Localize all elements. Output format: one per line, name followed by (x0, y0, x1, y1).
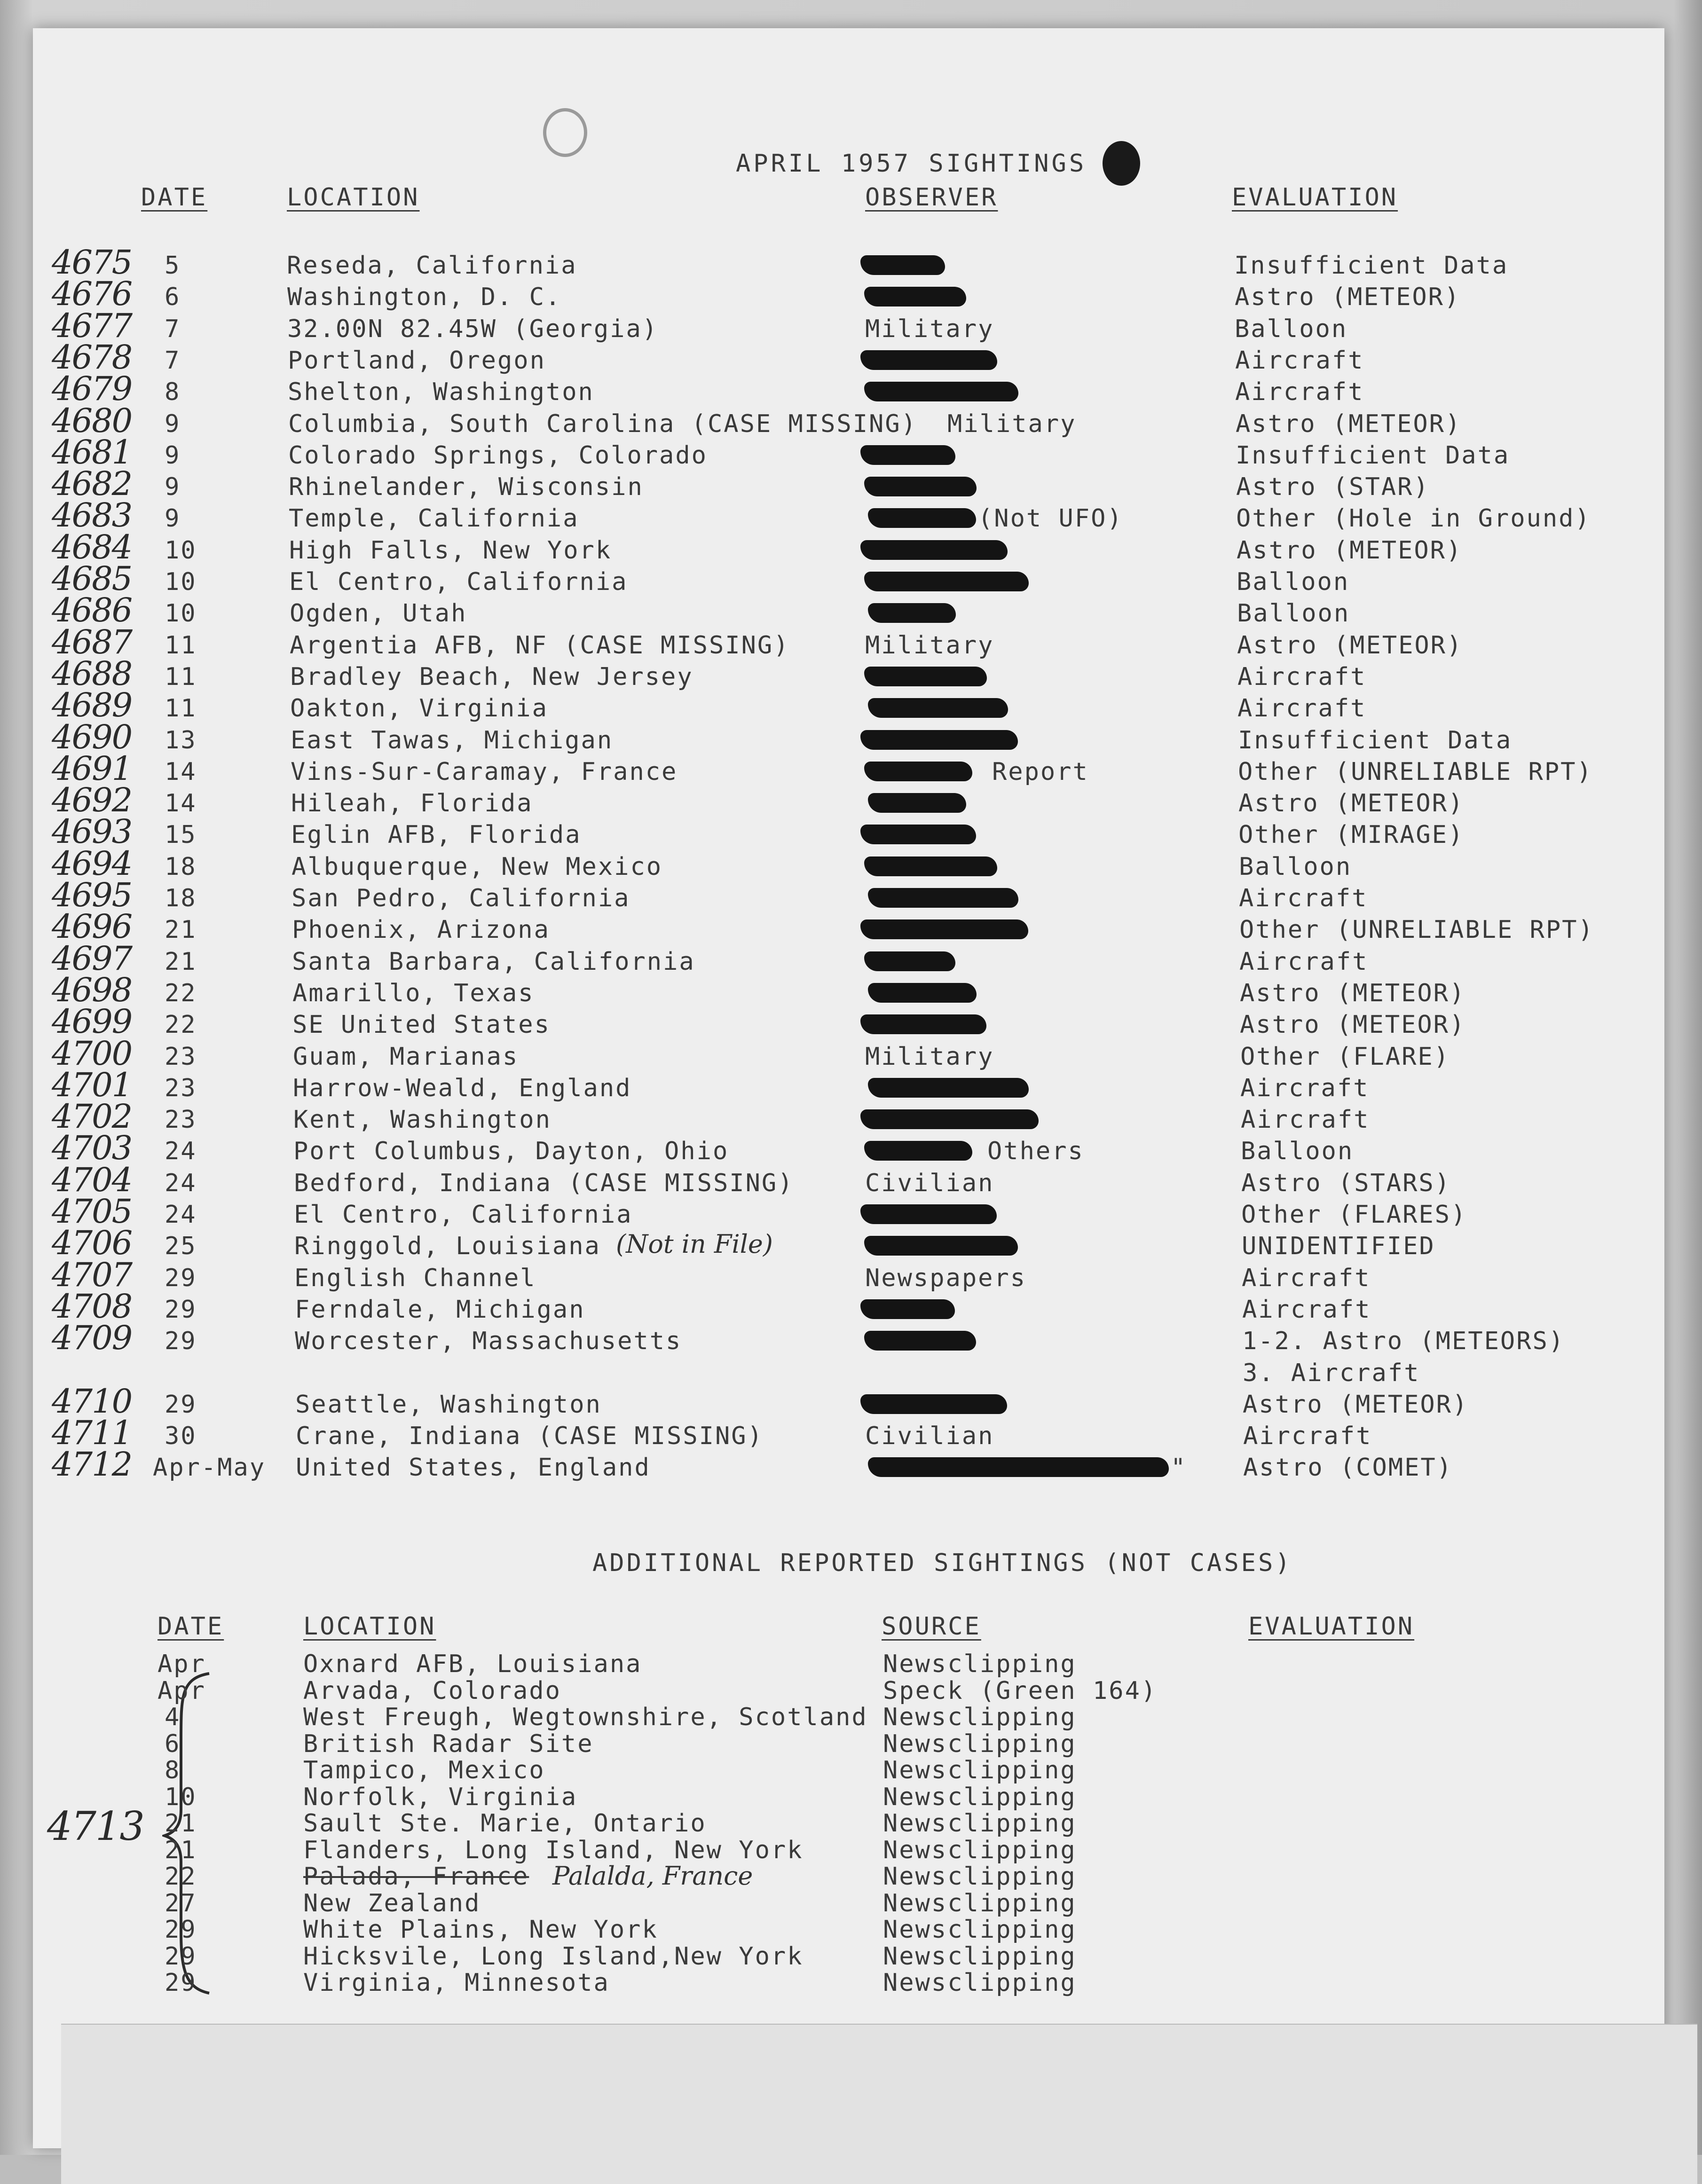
case-number: 4679 (52, 369, 132, 409)
case-number: 4688 (52, 654, 132, 693)
row-evaluation: Astro (STARS) (1241, 1169, 1451, 1197)
row-evaluation: Other (UNRELIABLE RPT) (1239, 916, 1594, 944)
redaction-bar (868, 603, 956, 623)
case-number: 4702 (52, 1097, 132, 1136)
row-location: Reseda, California (287, 251, 577, 280)
row-date: 18 (165, 852, 197, 881)
row-location: Columbia, South Carolina (CASE MISSING) (288, 409, 917, 438)
header-evaluation: EVALUATION (1232, 183, 1398, 212)
additional-date: 10 (165, 1783, 197, 1811)
row-observer: Others (987, 1137, 1084, 1166)
case-number: 4691 (52, 749, 132, 788)
redaction-bar (860, 825, 976, 844)
row-location: Santa Barbara, California (292, 947, 695, 976)
redaction-bar (860, 1204, 997, 1224)
row-date: 25 (165, 1232, 197, 1261)
additional-location: British Radar Site (303, 1729, 594, 1758)
row-date: 29 (165, 1295, 197, 1324)
redaction-bar (864, 572, 1029, 591)
row-location: El Centro, California (289, 568, 628, 596)
row-location: English Channel (294, 1264, 536, 1292)
row-date: 9 (165, 504, 181, 533)
case-number: 4685 (52, 559, 132, 598)
row-date: 7 (165, 314, 181, 343)
case-number: 4684 (52, 527, 132, 566)
additional-location: Virginia, Minnesota (303, 1969, 610, 1997)
row-evaluation: Astro (COMET) (1243, 1453, 1453, 1482)
row-date: Apr-May (153, 1453, 266, 1482)
row-location: Albuquerque, New Mexico (292, 852, 663, 881)
row-evaluation: Astro (STAR) (1236, 473, 1430, 502)
redaction-bar (864, 1236, 1018, 1256)
additional-source: Newsclipping (883, 1836, 1077, 1864)
redaction-bar (860, 919, 1028, 939)
case-number: 4697 (52, 939, 132, 978)
redaction-bar (868, 698, 1008, 718)
additional-header-evaluation: EVALUATION (1248, 1612, 1415, 1641)
row-location: Kent, Washington (293, 1106, 552, 1134)
case-number: 4696 (52, 907, 132, 946)
document-page (33, 28, 1664, 2148)
row-evaluation: Astro (METEOR) (1240, 979, 1466, 1007)
row-location: Oakton, Virginia (290, 694, 548, 723)
case-number: 4689 (52, 686, 132, 725)
row-evaluation: Other (FLARES) (1241, 1201, 1467, 1229)
row-date: 23 (165, 1042, 197, 1071)
row-observer: Civilian (865, 1169, 994, 1197)
additional-date: 4 (165, 1703, 181, 1731)
row-location: Bedford, Indiana (CASE MISSING) (294, 1169, 794, 1197)
row-date: 8 (165, 378, 181, 407)
additional-header-date: DATE (158, 1612, 224, 1641)
redaction-bar (864, 951, 955, 971)
header-observer: OBSERVER (865, 183, 998, 212)
row-date: 29 (165, 1264, 197, 1292)
row-date: 18 (165, 884, 197, 912)
row-date: 13 (165, 726, 197, 754)
additional-date: 29 (165, 1916, 197, 1944)
row-date: 14 (165, 757, 197, 786)
case-number: 4694 (52, 844, 132, 883)
header-location: LOCATION (287, 183, 420, 212)
row-evaluation: Aircraft (1242, 1295, 1371, 1324)
row-location: 32.00N 82.45W (Georgia) (287, 314, 659, 343)
row-evaluation: Insufficient Data (1236, 441, 1510, 470)
additional-source: Newsclipping (883, 1889, 1077, 1917)
redaction-bar (868, 508, 976, 528)
additional-date: 6 (165, 1729, 181, 1758)
row-location: Rhinelander, Wisconsin (289, 473, 644, 502)
row-date: 22 (165, 1011, 197, 1039)
case-number: 4701 (52, 1065, 132, 1104)
row-evaluation: Aircraft (1237, 694, 1367, 723)
additional-source: Newsclipping (883, 1942, 1077, 1971)
additional-location: West Freugh, Wegtownshire, Scotland (303, 1703, 868, 1731)
row-evaluation: Astro (METEOR) (1238, 789, 1465, 818)
row-location: Ferndale, Michigan (295, 1295, 585, 1324)
row-location: Portland, Oregon (288, 346, 546, 375)
row-location: Bradley Beach, New Jersey (290, 662, 693, 691)
row-date: 30 (165, 1422, 197, 1451)
row-location: El Centro, California (294, 1201, 633, 1229)
row-observer: " (1171, 1453, 1187, 1482)
redaction-bar (860, 350, 997, 370)
row-evaluation: Other (MIRAGE) (1238, 821, 1465, 849)
row-location: Colorado Springs, Colorado (288, 441, 708, 470)
additional-location: Sault Ste. Marie, Ontario (303, 1809, 707, 1838)
row-evaluation: Aircraft (1239, 947, 1369, 976)
row-evaluation: 1-2. Astro (METEORS) (1242, 1327, 1565, 1356)
additional-source: Speck (Green 164) (883, 1676, 1158, 1705)
additional-case-number: 4713 (47, 1803, 144, 1849)
row-observer: Military (865, 1042, 994, 1071)
row-date: 7 (165, 346, 181, 375)
row-date: 22 (165, 979, 197, 1007)
row-evaluation: Insufficient Data (1234, 251, 1509, 280)
redaction-bar (868, 983, 977, 1003)
additional-header-location: LOCATION (303, 1612, 436, 1641)
row-evaluation: Other (FLARE) (1240, 1042, 1450, 1071)
row-evaluation: Aircraft (1243, 1422, 1372, 1451)
row-date: 21 (165, 947, 197, 976)
row-date: 6 (165, 283, 181, 312)
case-number: 4704 (52, 1160, 132, 1199)
redaction-bar (860, 730, 1018, 750)
row-date: 24 (165, 1137, 197, 1166)
additional-source: Newsclipping (883, 1809, 1077, 1838)
additional-location: Oxnard AFB, Louisiana (303, 1650, 642, 1678)
page-edge (61, 2024, 1697, 2184)
redaction-bar (864, 477, 977, 496)
redaction-bar (864, 1331, 976, 1351)
row-evaluation: Aircraft (1239, 884, 1368, 912)
row-observer: Military (865, 314, 994, 343)
row-evaluation: Insufficient Data (1238, 726, 1513, 754)
row-observer: Newspapers (865, 1264, 1027, 1292)
row-observer: Military (865, 631, 994, 660)
row-location: Ringgold, Louisiana (294, 1232, 601, 1261)
redaction-bar (860, 1299, 955, 1319)
additional-date: 21 (165, 1836, 197, 1864)
row-observer: (Not UFO) (978, 504, 1123, 533)
case-number: 4708 (52, 1287, 132, 1326)
header-date: DATE (141, 183, 208, 212)
case-number: 4705 (52, 1192, 132, 1231)
case-number: 4695 (52, 876, 132, 914)
row-location: Eglin AFB, Florida (291, 821, 582, 849)
row-location: Harrow-Weald, England (293, 1074, 632, 1102)
row-date: 24 (165, 1201, 197, 1229)
punch-hole-icon (1103, 141, 1140, 186)
additional-date: 8 (165, 1756, 181, 1784)
row-date: 14 (165, 789, 197, 818)
additional-date: 27 (165, 1889, 197, 1917)
row-evaluation: Balloon (1235, 314, 1348, 343)
row-date: 11 (165, 662, 197, 691)
binder-hole-icon (543, 108, 587, 157)
row-date: 23 (165, 1106, 197, 1134)
redaction-bar (860, 255, 945, 275)
case-number: 4683 (52, 496, 132, 535)
additional-date: 29 (165, 1942, 197, 1971)
additional-location: New Zealand (303, 1889, 481, 1917)
row-location: Shelton, Washington (288, 378, 594, 407)
row-evaluation: Astro (METEOR) (1240, 1011, 1466, 1039)
case-number: 4681 (52, 432, 132, 471)
row-evaluation: Other (Hole in Ground) (1236, 504, 1591, 533)
additional-location: Palada, France (303, 1862, 529, 1891)
row-location: East Tawas, Michigan (291, 726, 614, 754)
redaction-bar (864, 762, 972, 781)
row-evaluation: Balloon (1241, 1137, 1354, 1166)
row-location: Crane, Indiana (CASE MISSING) (296, 1422, 764, 1451)
case-number: 4693 (52, 812, 132, 851)
row-location: Vins-Sur-Caramay, France (291, 757, 678, 786)
row-date: 9 (165, 473, 181, 502)
additional-source: Newsclipping (883, 1969, 1077, 1997)
row-evaluation: Astro (METEOR) (1235, 283, 1461, 312)
additional-title: ADDITIONAL REPORTED SIGHTINGS (NOT CASES) (592, 1549, 1292, 1577)
row-evaluation: Balloon (1237, 599, 1350, 628)
redaction-bar (868, 1457, 1169, 1477)
row-location: Temple, California (289, 504, 579, 533)
row-location: Phoenix, Arizona (292, 916, 550, 944)
row-date: 9 (165, 441, 181, 470)
case-number: 4710 (52, 1382, 132, 1421)
row-date: 11 (165, 694, 197, 723)
additional-date: 29 (165, 1969, 197, 1997)
row-location: SE United States (292, 1011, 551, 1039)
redaction-bar (860, 1014, 986, 1034)
row-observer: Report (992, 757, 1089, 786)
handwritten-note: (Not in File) (616, 1229, 773, 1259)
row-evaluation: Aircraft (1242, 1264, 1371, 1292)
redaction-bar (860, 445, 955, 465)
case-number: 4676 (52, 275, 132, 314)
additional-location: Arvada, Colorado (303, 1676, 561, 1705)
case-number: 4703 (52, 1129, 132, 1168)
case-number: 4709 (52, 1319, 132, 1358)
additional-location: Norfolk, Virginia (303, 1783, 578, 1811)
case-number: 4698 (52, 970, 132, 1009)
redaction-bar (868, 1078, 1029, 1098)
row-date: 5 (165, 251, 181, 280)
row-location: Worcester, Massachusetts (295, 1327, 682, 1356)
additional-location: Flanders, Long Island, New York (303, 1836, 804, 1864)
row-evaluation: Astro (METEOR) (1237, 536, 1463, 565)
row-evaluation: Aircraft (1235, 378, 1364, 407)
row-date: 9 (165, 409, 181, 438)
redaction-bar (860, 1394, 1007, 1414)
row-date: 10 (165, 536, 197, 565)
row-location: Hileah, Florida (291, 789, 533, 818)
handwritten-correction: Palalda, France (552, 1861, 753, 1891)
additional-date: 22 (165, 1862, 197, 1891)
row-location: High Falls, New York (289, 536, 612, 565)
row-location: Ogden, Utah (290, 599, 467, 628)
row-date: 10 (165, 568, 197, 596)
case-number: 4700 (52, 1034, 132, 1073)
redaction-bar (868, 888, 1018, 908)
case-number: 4687 (52, 622, 132, 661)
case-number: 4686 (52, 591, 132, 630)
case-number: 4712 (52, 1445, 132, 1484)
row-evaluation: Astro (METEOR) (1243, 1390, 1469, 1419)
additional-location: White Plains, New York (303, 1916, 658, 1944)
case-number: 4675 (52, 243, 132, 282)
row-evaluation: Other (UNRELIABLE RPT) (1238, 757, 1593, 786)
redaction-bar (860, 540, 1008, 560)
row-date: 29 (165, 1390, 197, 1419)
row-evaluation: Astro (METEOR) (1236, 409, 1462, 438)
row-location: Seattle, Washington (295, 1390, 602, 1419)
row-date: 15 (165, 821, 197, 849)
additional-source: Newsclipping (883, 1703, 1077, 1731)
row-date: 29 (165, 1327, 197, 1356)
redaction-bar (864, 382, 1018, 401)
row-evaluation: Balloon (1237, 568, 1350, 596)
additional-source: Newsclipping (883, 1650, 1077, 1678)
row-evaluation: Astro (METEOR) (1237, 631, 1463, 660)
redaction-bar (868, 793, 966, 813)
redaction-bar (864, 1141, 972, 1161)
additional-source: Newsclipping (883, 1729, 1077, 1758)
case-number: 4690 (52, 717, 132, 756)
additional-source: Newsclipping (883, 1916, 1077, 1944)
case-number: 4678 (52, 338, 132, 377)
redaction-bar (860, 1109, 1039, 1129)
case-number: 4711 (52, 1414, 132, 1453)
row-date: 23 (165, 1074, 197, 1102)
row-date: 10 (165, 599, 197, 628)
row-evaluation: Aircraft (1240, 1074, 1370, 1102)
case-number: 4682 (52, 464, 132, 503)
row-location: San Pedro, California (292, 884, 630, 912)
additional-source: Newsclipping (883, 1783, 1077, 1811)
case-number: 4677 (52, 306, 132, 345)
row-observer: Civilian (865, 1422, 994, 1451)
row-location: Washington, D. C. (287, 283, 562, 312)
redaction-bar (864, 287, 966, 306)
row-date: 21 (165, 916, 197, 944)
additional-date: Apr (158, 1676, 206, 1705)
row-evaluation: 3. Aircraft (1243, 1359, 1420, 1387)
row-location: United States, England (296, 1453, 651, 1482)
case-number: 4680 (52, 401, 132, 440)
case-number: 4692 (52, 781, 132, 820)
row-evaluation: Aircraft (1237, 662, 1367, 691)
redaction-bar (864, 856, 997, 876)
row-evaluation: Aircraft (1241, 1106, 1370, 1134)
additional-header-source: SOURCE (882, 1612, 981, 1641)
additional-source: Newsclipping (883, 1756, 1077, 1784)
additional-date: Apr (158, 1650, 206, 1678)
additional-date: 21 (165, 1809, 197, 1838)
case-number: 4699 (52, 1002, 132, 1041)
case-number: 4706 (52, 1224, 132, 1263)
row-location: Port Columbus, Dayton, Ohio (293, 1137, 729, 1166)
row-evaluation: Balloon (1239, 852, 1352, 881)
row-evaluation: UNIDENTIFIED (1242, 1232, 1435, 1261)
additional-source: Newsclipping (883, 1862, 1077, 1891)
row-evaluation: Aircraft (1235, 346, 1364, 375)
row-location: Guam, Marianas (293, 1042, 519, 1071)
additional-location: Hicksvile, Long Island,New York (303, 1942, 804, 1971)
row-location: Argentia AFB, NF (CASE MISSING) (290, 631, 790, 660)
case-number: 4707 (52, 1255, 132, 1294)
additional-location: Tampico, Mexico (303, 1756, 545, 1784)
row-date: 24 (165, 1169, 197, 1197)
redaction-bar (864, 667, 987, 686)
row-location: Amarillo, Texas (292, 979, 535, 1007)
row-date: 11 (165, 631, 197, 660)
row-observer: Military (947, 409, 1077, 438)
page-title: APRIL 1957 SIGHTINGS (736, 149, 1087, 178)
